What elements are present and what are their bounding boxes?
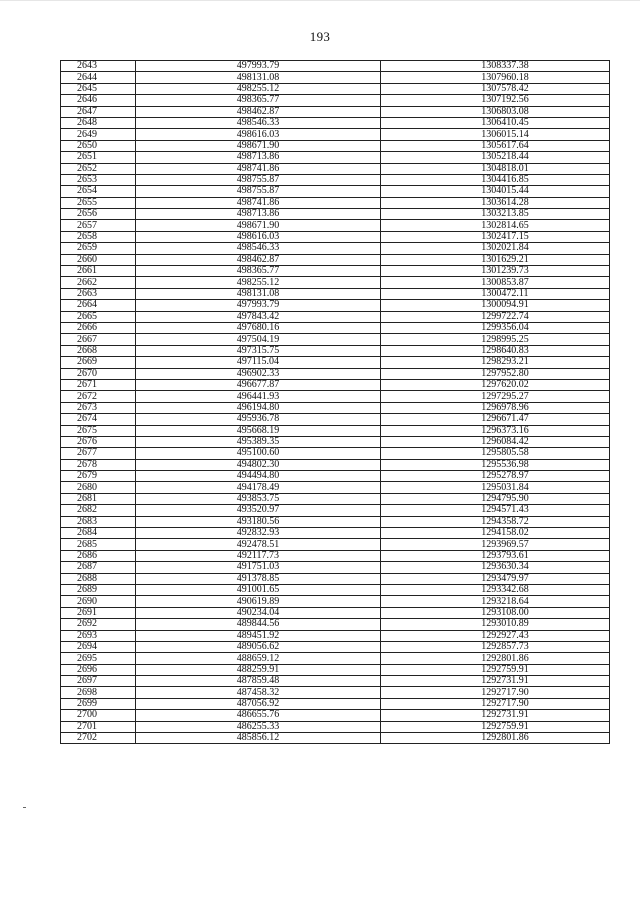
table-row xyxy=(61,129,610,140)
y-coordinate-cell: 1301629.21 xyxy=(381,254,610,265)
point-number-cell: 2645 xyxy=(61,83,136,94)
y-coordinate-cell: 1302021.84 xyxy=(381,243,610,254)
x-coordinate-cell: 498671.90 xyxy=(136,140,381,151)
x-coordinate-cell: 498255.12 xyxy=(136,83,381,94)
x-coordinate-cell: 486255.33 xyxy=(136,721,381,732)
point-number-cell: 2676 xyxy=(61,436,136,447)
x-coordinate-cell: 490619.89 xyxy=(136,596,381,607)
y-coordinate-cell: 1292731.91 xyxy=(381,710,610,721)
x-coordinate-cell: 492832.93 xyxy=(136,528,381,539)
x-coordinate-cell: 496677.87 xyxy=(136,379,381,390)
table-row xyxy=(61,311,610,322)
table-row xyxy=(61,676,610,687)
point-number-cell: 2685 xyxy=(61,539,136,550)
table-row xyxy=(61,425,610,436)
table-row xyxy=(61,95,610,106)
x-coordinate-cell: 498616.03 xyxy=(136,129,381,140)
table-row xyxy=(61,471,610,482)
x-coordinate-cell: 493180.56 xyxy=(136,516,381,527)
point-number-cell: 2659 xyxy=(61,243,136,254)
x-coordinate-cell: 498741.86 xyxy=(136,163,381,174)
point-number-cell: 2648 xyxy=(61,117,136,128)
x-coordinate-cell: 492117.73 xyxy=(136,550,381,561)
y-coordinate-cell: 1293793.61 xyxy=(381,550,610,561)
table-row xyxy=(61,266,610,277)
x-coordinate-cell: 498671.90 xyxy=(136,220,381,231)
x-coordinate-cell: 491378.85 xyxy=(136,573,381,584)
point-number-cell: 2647 xyxy=(61,106,136,117)
x-coordinate-cell: 488259.91 xyxy=(136,664,381,675)
table-row xyxy=(61,687,610,698)
point-number-cell: 2669 xyxy=(61,357,136,368)
point-number-cell: 2681 xyxy=(61,493,136,504)
y-coordinate-cell: 1293218.64 xyxy=(381,596,610,607)
point-number-cell: 2683 xyxy=(61,516,136,527)
x-coordinate-cell: 498462.87 xyxy=(136,254,381,265)
point-number-cell: 2686 xyxy=(61,550,136,561)
table-row xyxy=(61,414,610,425)
coordinates-table xyxy=(60,60,610,744)
y-coordinate-cell: 1307960.18 xyxy=(381,72,610,83)
point-number-cell: 2646 xyxy=(61,95,136,106)
page-edge xyxy=(0,0,640,1)
y-coordinate-cell: 1295031.84 xyxy=(381,482,610,493)
x-coordinate-cell: 497993.79 xyxy=(136,61,381,72)
table-row xyxy=(61,550,610,561)
table-row xyxy=(61,368,610,379)
y-coordinate-cell: 1299356.04 xyxy=(381,322,610,333)
point-number-cell: 2668 xyxy=(61,345,136,356)
y-coordinate-cell: 1293108.00 xyxy=(381,607,610,618)
point-number-cell: 2691 xyxy=(61,607,136,618)
point-number-cell: 2649 xyxy=(61,129,136,140)
y-coordinate-cell: 1302417.15 xyxy=(381,231,610,242)
y-coordinate-cell: 1305617.64 xyxy=(381,140,610,151)
y-coordinate-cell: 1298293.21 xyxy=(381,357,610,368)
y-coordinate-cell: 1292759.91 xyxy=(381,664,610,675)
x-coordinate-cell: 498365.77 xyxy=(136,266,381,277)
point-number-cell: 2692 xyxy=(61,619,136,630)
point-number-cell: 2674 xyxy=(61,414,136,425)
y-coordinate-cell: 1292759.91 xyxy=(381,721,610,732)
x-coordinate-cell: 498255.12 xyxy=(136,277,381,288)
x-coordinate-cell: 498131.08 xyxy=(136,288,381,299)
x-coordinate-cell: 493853.75 xyxy=(136,493,381,504)
table-row xyxy=(61,300,610,311)
y-coordinate-cell: 1303213.85 xyxy=(381,209,610,220)
x-coordinate-cell: 498131.08 xyxy=(136,72,381,83)
table-row xyxy=(61,596,610,607)
table-row xyxy=(61,72,610,83)
table-row xyxy=(61,83,610,94)
y-coordinate-cell: 1292801.86 xyxy=(381,653,610,664)
x-coordinate-cell: 485856.12 xyxy=(136,733,381,744)
point-number-cell: 2663 xyxy=(61,288,136,299)
point-number-cell: 2665 xyxy=(61,311,136,322)
point-number-cell: 2672 xyxy=(61,391,136,402)
y-coordinate-cell: 1307192.56 xyxy=(381,95,610,106)
x-coordinate-cell: 495389.35 xyxy=(136,436,381,447)
x-coordinate-cell: 495936.78 xyxy=(136,414,381,425)
point-number-cell: 2702 xyxy=(61,733,136,744)
y-coordinate-cell: 1301239.73 xyxy=(381,266,610,277)
x-coordinate-cell: 498546.33 xyxy=(136,117,381,128)
point-number-cell: 2671 xyxy=(61,379,136,390)
table-row xyxy=(61,106,610,117)
y-coordinate-cell: 1306803.08 xyxy=(381,106,610,117)
point-number-cell: 2673 xyxy=(61,402,136,413)
point-number-cell: 2655 xyxy=(61,197,136,208)
x-coordinate-cell: 498713.86 xyxy=(136,209,381,220)
table-row xyxy=(61,209,610,220)
point-number-cell: 2697 xyxy=(61,676,136,687)
point-number-cell: 2684 xyxy=(61,528,136,539)
table-row xyxy=(61,528,610,539)
x-coordinate-cell: 496441.93 xyxy=(136,391,381,402)
y-coordinate-cell: 1298640.83 xyxy=(381,345,610,356)
coordinates-table-body xyxy=(61,61,610,744)
table-row xyxy=(61,505,610,516)
table-row xyxy=(61,482,610,493)
x-coordinate-cell: 498546.33 xyxy=(136,243,381,254)
y-coordinate-cell: 1305218.44 xyxy=(381,152,610,163)
x-coordinate-cell: 491751.03 xyxy=(136,562,381,573)
y-coordinate-cell: 1303614.28 xyxy=(381,197,610,208)
table-row xyxy=(61,539,610,550)
point-number-cell: 2658 xyxy=(61,231,136,242)
point-number-cell: 2653 xyxy=(61,174,136,185)
y-coordinate-cell: 1297620.02 xyxy=(381,379,610,390)
table-row xyxy=(61,140,610,151)
table-row xyxy=(61,733,610,744)
table-row xyxy=(61,459,610,470)
table-row xyxy=(61,277,610,288)
y-coordinate-cell: 1292717.90 xyxy=(381,698,610,709)
table-row xyxy=(61,322,610,333)
x-coordinate-cell: 496194.80 xyxy=(136,402,381,413)
table-row xyxy=(61,619,610,630)
table-row xyxy=(61,641,610,652)
point-number-cell: 2657 xyxy=(61,220,136,231)
x-coordinate-cell: 497680.16 xyxy=(136,322,381,333)
x-coordinate-cell: 497315.75 xyxy=(136,345,381,356)
table-row xyxy=(61,152,610,163)
point-number-cell: 2664 xyxy=(61,300,136,311)
y-coordinate-cell: 1304818.01 xyxy=(381,163,610,174)
point-number-cell: 2652 xyxy=(61,163,136,174)
point-number-cell: 2701 xyxy=(61,721,136,732)
table-row xyxy=(61,630,610,641)
x-coordinate-cell: 498616.03 xyxy=(136,231,381,242)
table-row xyxy=(61,721,610,732)
point-number-cell: 2690 xyxy=(61,596,136,607)
x-coordinate-cell: 494494.80 xyxy=(136,471,381,482)
y-coordinate-cell: 1294795.90 xyxy=(381,493,610,504)
x-coordinate-cell: 488659.12 xyxy=(136,653,381,664)
point-number-cell: 2700 xyxy=(61,710,136,721)
y-coordinate-cell: 1296671.47 xyxy=(381,414,610,425)
point-number-cell: 2688 xyxy=(61,573,136,584)
table-row xyxy=(61,254,610,265)
table-row xyxy=(61,220,610,231)
table-row xyxy=(61,197,610,208)
point-number-cell: 2698 xyxy=(61,687,136,698)
table-row xyxy=(61,448,610,459)
x-coordinate-cell: 498365.77 xyxy=(136,95,381,106)
y-coordinate-cell: 1295805.58 xyxy=(381,448,610,459)
point-number-cell: 2680 xyxy=(61,482,136,493)
table-row xyxy=(61,573,610,584)
y-coordinate-cell: 1293630.34 xyxy=(381,562,610,573)
point-number-cell: 2670 xyxy=(61,368,136,379)
point-number-cell: 2695 xyxy=(61,653,136,664)
y-coordinate-cell: 1302814.65 xyxy=(381,220,610,231)
table-row xyxy=(61,61,610,72)
point-number-cell: 2643 xyxy=(61,61,136,72)
table-row xyxy=(61,288,610,299)
table-row xyxy=(61,584,610,595)
y-coordinate-cell: 1292731.91 xyxy=(381,676,610,687)
table-row xyxy=(61,493,610,504)
y-coordinate-cell: 1293969.57 xyxy=(381,539,610,550)
x-coordinate-cell: 491001.65 xyxy=(136,584,381,595)
point-number-cell: 2666 xyxy=(61,322,136,333)
x-coordinate-cell: 489451.92 xyxy=(136,630,381,641)
x-coordinate-cell: 497115.04 xyxy=(136,357,381,368)
x-coordinate-cell: 493520.97 xyxy=(136,505,381,516)
table-row xyxy=(61,345,610,356)
x-coordinate-cell: 486655.76 xyxy=(136,710,381,721)
x-coordinate-cell: 498755.87 xyxy=(136,174,381,185)
point-number-cell: 2699 xyxy=(61,698,136,709)
x-coordinate-cell: 495668.19 xyxy=(136,425,381,436)
point-number-cell: 2662 xyxy=(61,277,136,288)
table-row xyxy=(61,698,610,709)
y-coordinate-cell: 1300853.87 xyxy=(381,277,610,288)
y-coordinate-cell: 1297295.27 xyxy=(381,391,610,402)
table-row xyxy=(61,562,610,573)
x-coordinate-cell: 497843.42 xyxy=(136,311,381,322)
table-row xyxy=(61,653,610,664)
y-coordinate-cell: 1296978.96 xyxy=(381,402,610,413)
x-coordinate-cell: 495100.60 xyxy=(136,448,381,459)
x-coordinate-cell: 498713.86 xyxy=(136,152,381,163)
point-number-cell: 2679 xyxy=(61,471,136,482)
y-coordinate-cell: 1298995.25 xyxy=(381,334,610,345)
y-coordinate-cell: 1299722.74 xyxy=(381,311,610,322)
point-number-cell: 2689 xyxy=(61,584,136,595)
point-number-cell: 2650 xyxy=(61,140,136,151)
point-number-cell: 2694 xyxy=(61,641,136,652)
table-row xyxy=(61,243,610,254)
point-number-cell: 2661 xyxy=(61,266,136,277)
x-coordinate-cell: 487859.48 xyxy=(136,676,381,687)
point-number-cell: 2696 xyxy=(61,664,136,675)
y-coordinate-cell: 1306410.45 xyxy=(381,117,610,128)
table-row xyxy=(61,334,610,345)
x-coordinate-cell: 497993.79 xyxy=(136,300,381,311)
point-number-cell: 2660 xyxy=(61,254,136,265)
point-number-cell: 2644 xyxy=(61,72,136,83)
point-number-cell: 2678 xyxy=(61,459,136,470)
x-coordinate-cell: 492478.51 xyxy=(136,539,381,550)
y-coordinate-cell: 1296373.16 xyxy=(381,425,610,436)
x-coordinate-cell: 498755.87 xyxy=(136,186,381,197)
table-row xyxy=(61,186,610,197)
y-coordinate-cell: 1292717.90 xyxy=(381,687,610,698)
x-coordinate-cell: 489056.62 xyxy=(136,641,381,652)
table-row xyxy=(61,436,610,447)
x-coordinate-cell: 498462.87 xyxy=(136,106,381,117)
y-coordinate-cell: 1294158.02 xyxy=(381,528,610,539)
x-coordinate-cell: 494802.30 xyxy=(136,459,381,470)
x-coordinate-cell: 487056.92 xyxy=(136,698,381,709)
margin-mark xyxy=(23,807,26,808)
x-coordinate-cell: 487458.32 xyxy=(136,687,381,698)
y-coordinate-cell: 1297952.80 xyxy=(381,368,610,379)
y-coordinate-cell: 1295278.97 xyxy=(381,471,610,482)
y-coordinate-cell: 1306015.14 xyxy=(381,129,610,140)
y-coordinate-cell: 1294358.72 xyxy=(381,516,610,527)
y-coordinate-cell: 1296084.42 xyxy=(381,436,610,447)
x-coordinate-cell: 497504.19 xyxy=(136,334,381,345)
y-coordinate-cell: 1308337.38 xyxy=(381,61,610,72)
y-coordinate-cell: 1294571.43 xyxy=(381,505,610,516)
point-number-cell: 2667 xyxy=(61,334,136,345)
table-row xyxy=(61,379,610,390)
x-coordinate-cell: 490234.04 xyxy=(136,607,381,618)
point-number-cell: 2677 xyxy=(61,448,136,459)
point-number-cell: 2654 xyxy=(61,186,136,197)
point-number-cell: 2687 xyxy=(61,562,136,573)
table-row xyxy=(61,231,610,242)
x-coordinate-cell: 496902.33 xyxy=(136,368,381,379)
table-row xyxy=(61,402,610,413)
x-coordinate-cell: 494178.49 xyxy=(136,482,381,493)
table-row xyxy=(61,174,610,185)
table-row xyxy=(61,516,610,527)
page-number: 193 xyxy=(309,29,331,44)
table-row xyxy=(61,664,610,675)
y-coordinate-cell: 1300472.11 xyxy=(381,288,610,299)
point-number-cell: 2656 xyxy=(61,209,136,220)
y-coordinate-cell: 1300094.91 xyxy=(381,300,610,311)
table-row xyxy=(61,710,610,721)
y-coordinate-cell: 1293479.97 xyxy=(381,573,610,584)
table-row xyxy=(61,607,610,618)
y-coordinate-cell: 1304416.85 xyxy=(381,174,610,185)
point-number-cell: 2682 xyxy=(61,505,136,516)
y-coordinate-cell: 1293342.68 xyxy=(381,584,610,595)
y-coordinate-cell: 1292857.73 xyxy=(381,641,610,652)
table-row xyxy=(61,163,610,174)
table-row xyxy=(61,357,610,368)
y-coordinate-cell: 1292927.43 xyxy=(381,630,610,641)
table-row xyxy=(61,391,610,402)
y-coordinate-cell: 1293010.89 xyxy=(381,619,610,630)
point-number-cell: 2651 xyxy=(61,152,136,163)
y-coordinate-cell: 1292801.86 xyxy=(381,733,610,744)
y-coordinate-cell: 1307578.42 xyxy=(381,83,610,94)
point-number-cell: 2675 xyxy=(61,425,136,436)
x-coordinate-cell: 498741.86 xyxy=(136,197,381,208)
table-row xyxy=(61,117,610,128)
y-coordinate-cell: 1295536.98 xyxy=(381,459,610,470)
x-coordinate-cell: 489844.56 xyxy=(136,619,381,630)
point-number-cell: 2693 xyxy=(61,630,136,641)
y-coordinate-cell: 1304015.44 xyxy=(381,186,610,197)
